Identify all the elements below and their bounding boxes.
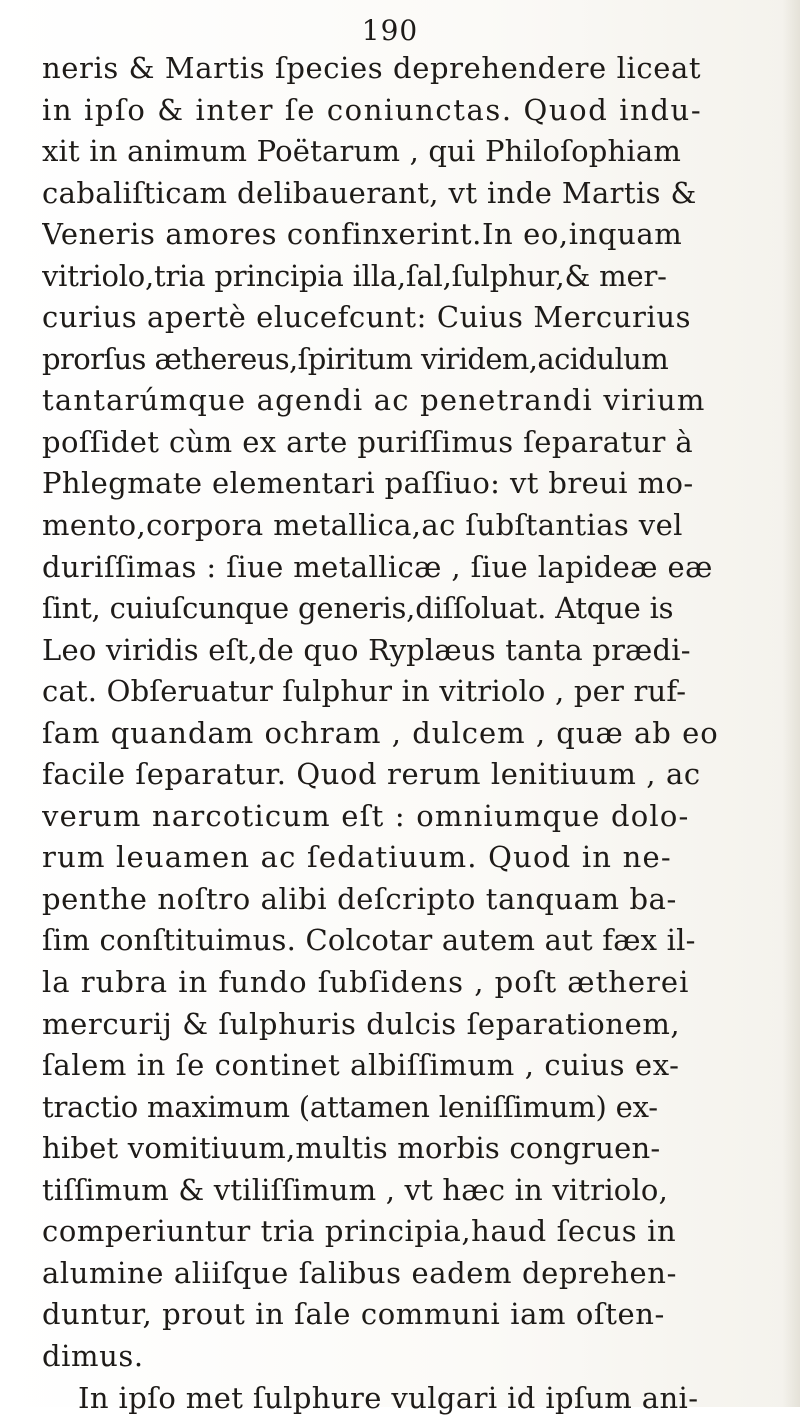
body-text [42, 48, 782, 1419]
page-number: 190 [0, 14, 790, 47]
text-line: ſam quandam ochram , dulcem , quæ ab eo [42, 713, 782, 755]
text-line: tantarúmque agendi ac penetrandi virium [42, 380, 782, 422]
text-line: vitriolo,tria principia illa,ſal,ſulphur,& mer- [42, 256, 782, 298]
text-line: cabaliſticam delibauerant, vt inde Martis & [42, 173, 782, 215]
text-line: In ipſo met ſulphure vulgari id ipſum ani- [42, 1378, 782, 1419]
text-line: ſalem in ſe continet albiſſimum , cuius ex- [42, 1045, 782, 1087]
text-line: la rubra in fundo ſubſidens , poſt ætherei [42, 962, 782, 1004]
text-line: neris & Martis ſpecies deprehendere liceat [42, 48, 782, 90]
text-line: alumine aliiſque ſalibus eadem deprehen- [42, 1253, 782, 1295]
text-line: xit in animum Poëtarum , qui Philoſophiam [42, 131, 782, 173]
text-line: dimus. [42, 1336, 782, 1378]
text-line: poſſidet cùm ex arte puriſſimus ſeparatur à [42, 422, 782, 464]
text-line: prorſus æthereus,ſpiritum viridem,acidulum [42, 339, 782, 381]
text-line: ſint, cuiuſcunque generis,diſſoluat. Atque is [42, 588, 782, 630]
text-line: cat. Obſeruatur ſulphur in vitriolo , per ruf- [42, 671, 782, 713]
text-line: duriſſimas : ſiue metallicæ , ſiue lapideæ eæ [42, 547, 782, 589]
text-line: Phlegmate elementari paſſiuo: vt breui mo- [42, 463, 782, 505]
text-line: Veneris amores confinxerint.In eo,inquam [42, 214, 782, 256]
text-line: rum leuamen ac ſedatiuum. Quod in ne- [42, 837, 782, 879]
text-line: hibet vomitiuum,multis morbis congruen- [42, 1128, 782, 1170]
text-line: duntur, prout in ſale communi iam oſten- [42, 1294, 782, 1336]
text-line: ſim conſtituimus. Colcotar autem aut fæx il- [42, 920, 782, 962]
page-edge-shadow [782, 0, 800, 1407]
text-line: comperiuntur tria principia,haud ſecus in [42, 1211, 782, 1253]
text-line: tiſſimum & vtiliſſimum , vt hæc in vitriolo, [42, 1170, 782, 1212]
text-line: curius apertè elucefcunt: Cuius Mercurius [42, 297, 782, 339]
text-line: penthe noſtro alibi deſcripto tanquam ba- [42, 879, 782, 921]
text-line: in ipſo & inter ſe coniunctas. Quod indu- [42, 90, 782, 132]
text-line: facile ſeparatur. Quod rerum lenitiuum , ac [42, 754, 782, 796]
text-line: Leo viridis eſt,de quo Ryplæus tanta prædi- [42, 630, 782, 672]
text-line: mento,corpora metallica,ac ſubſtantias vel [42, 505, 782, 547]
text-line: mercurij & ſulphuris dulcis ſeparationem, [42, 1004, 782, 1046]
text-line: verum narcoticum eſt : omniumque dolo- [42, 796, 782, 838]
text-line: tractio maximum (attamen leniſſimum) ex- [42, 1087, 782, 1129]
